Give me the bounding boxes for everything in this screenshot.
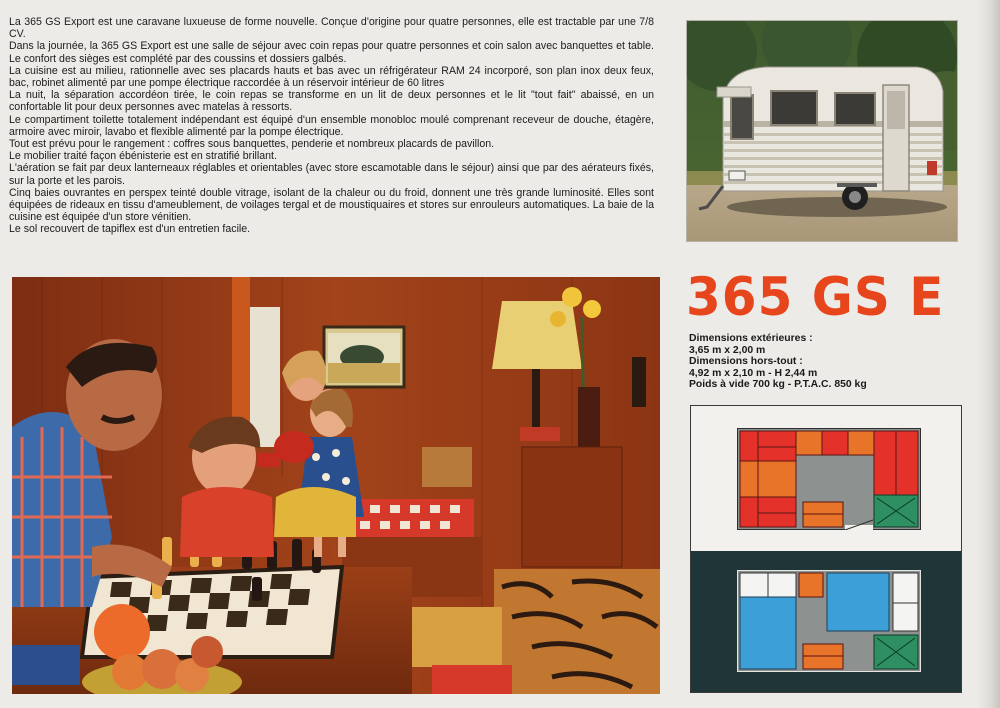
ext-dimensions-label: Dimensions extérieures : — [689, 333, 813, 344]
specifications — [689, 333, 949, 391]
paragraph-ventilation: L'aération se fait par deux lanterneaux réglables et orientables (avec store escamotable dans le séjour) ainsi que par des aérateurs fixés, sur la porte et les parois. — [9, 162, 654, 187]
paragraph-floor: Le sol recouvert de tapiflex est d'un entretien facile. — [9, 223, 251, 236]
floorplan-night — [737, 570, 921, 672]
page-edge-shadow — [978, 0, 1000, 708]
paragraph-toilet: Le compartiment toilette totalement indépendant est équipé d'un ensemble monobloc moulé comprenant receveur de douche, étagère, armoire avec miroir, lavabo et flexible alimenté par la pompe électrique. — [9, 113, 654, 138]
paragraph-night: La nuit, la séparation accordéon tirée, le coin repas se transforme en un lit de deux personnes et le lit "tout fait" abaissé, en un confortable lit pour deux personnes avec matelas à ressorts. — [9, 89, 654, 114]
description-text — [9, 16, 654, 236]
ext-dimensions-value: 3,65 m x 2,00 m — [689, 344, 766, 356]
model-title: 365 GS E — [686, 266, 945, 328]
floorplan-panel — [690, 405, 962, 693]
caravan-interior-photo — [12, 277, 660, 694]
overall-dimensions-value: 4,92 m x 2,10 m - H 2,44 m — [689, 367, 818, 379]
paragraph-furniture: Le mobilier traité façon ébénisterie est en stratifié brillant. — [9, 150, 277, 163]
paragraph-day: Dans la journée, la 365 GS Export est une salle de séjour avec coin repas pour quatre personnes et coin salon avec banquettes et table. Le confort des sièges est complété par des coussins et dossiers galbés. — [9, 40, 654, 65]
paragraph-windows: Cinq baies ouvrantes en perspex teinté double vitrage, isolant de la chaleur ou du froid, donnent une très grande luminosité. Elles sont équipées de rideaux en tissu d'ameublement, de voilages tergal et de moustiquaires et stores sur enrouleurs automatiques. La baie de la cuisine est équipée d'un store vénitien. — [9, 186, 654, 224]
caravan-exterior-photo — [686, 20, 958, 242]
overall-dimensions-label: Dimensions hors-tout : — [689, 356, 803, 368]
paragraph-kitchen: La cuisine est au milieu, rationnelle avec ses placards hauts et bas avec un réfrigérateur RAM 24 incorporé, son plan inox deux feux, bac, robinet alimenté par une pompe électrique raccordée à un réservoir intérieur de 60 litres — [9, 64, 654, 90]
paragraph-storage: Tout est prévu pour le rangement : coffres sous banquettes, penderie et nombreux placards de pavillon. — [9, 138, 495, 151]
floorplan-day — [737, 428, 921, 530]
weight-spec: Poids à vide 700 kg - P.T.A.C. 850 kg — [689, 379, 867, 391]
paragraph-intro: La 365 GS Export est une caravane luxueuse de forme nouvelle. Conçue d'origine pour quatre personnes, elle est tractable par une 7/8 CV. — [9, 16, 654, 41]
